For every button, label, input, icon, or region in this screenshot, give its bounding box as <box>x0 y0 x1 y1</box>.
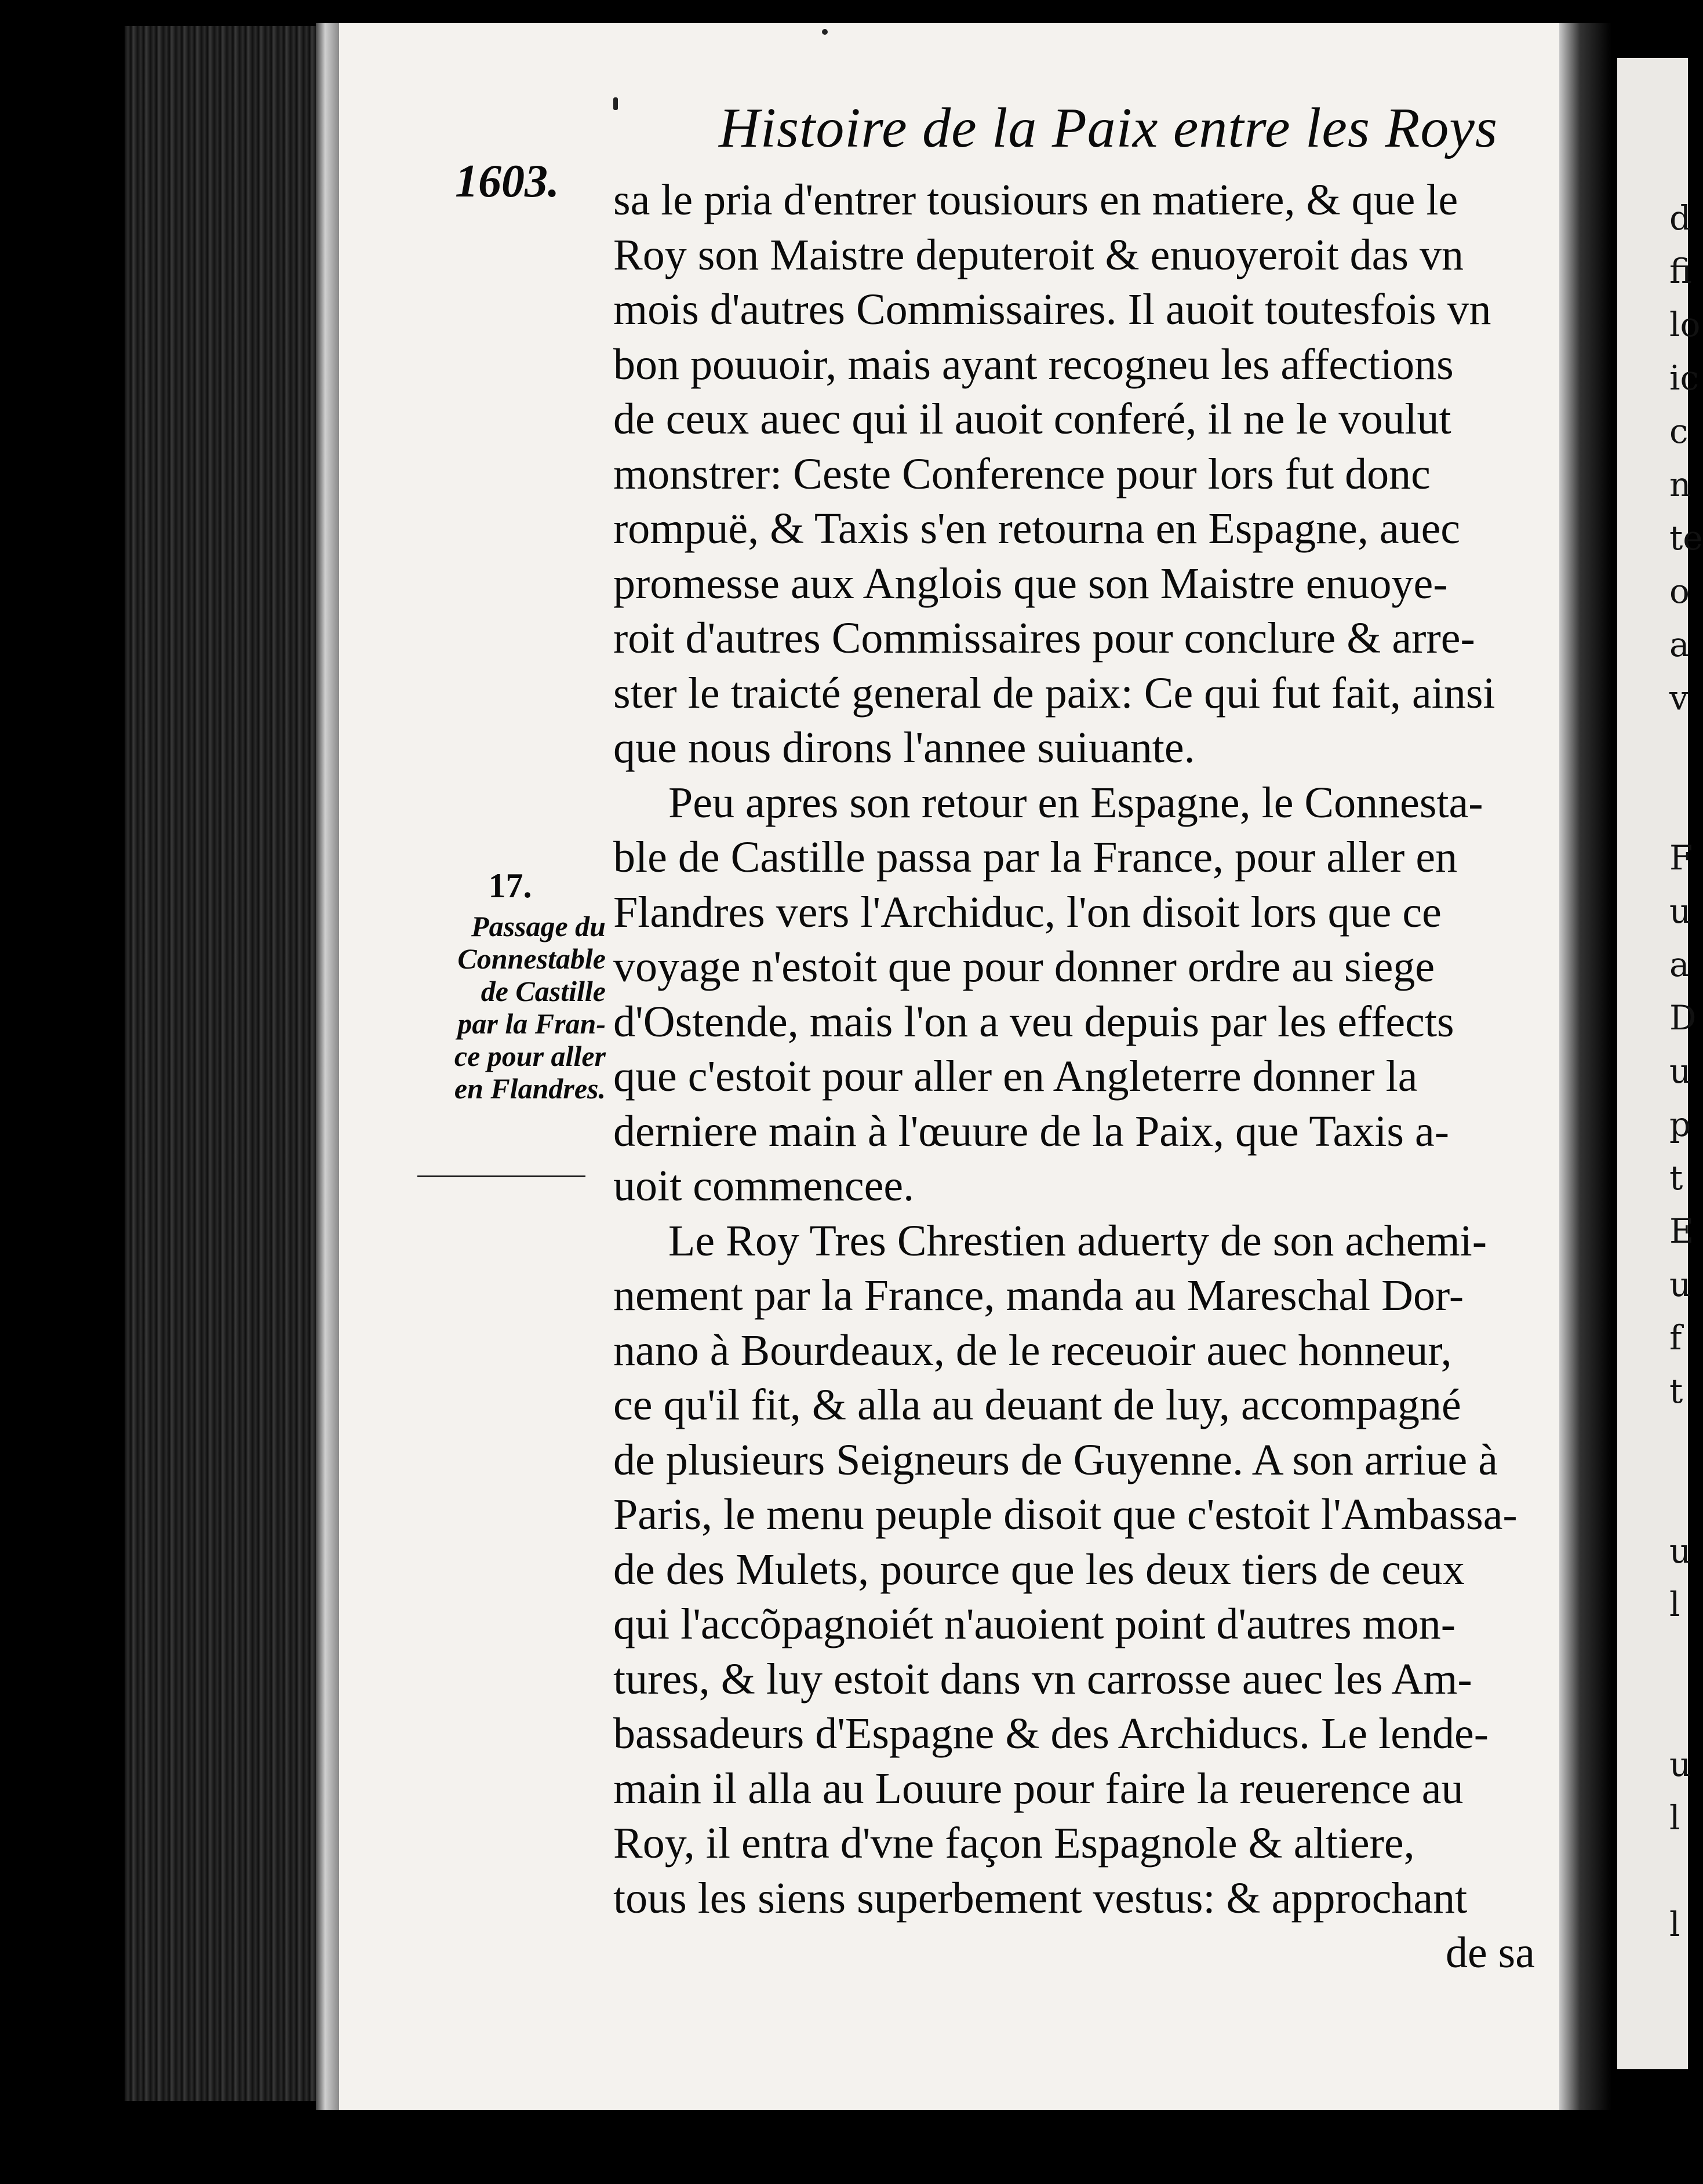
text-line: Roy, il entra d'vne façon Espagnole & altiere, <box>613 1819 1415 1868</box>
facing-page-letter: lo <box>1669 305 1701 344</box>
facing-page-letter: t <box>1669 1371 1683 1411</box>
text-line: de des Mulets, pource que les deux tiers de ceux <box>613 1545 1465 1594</box>
facing-page-letter: v <box>1669 678 1689 718</box>
facing-page-letter: ic <box>1669 358 1700 398</box>
facing-page-letter: f <box>1669 1318 1682 1357</box>
facing-page-letter: c <box>1669 412 1689 451</box>
facing-page-letter: te <box>1669 518 1703 558</box>
text-line: voyage n'estoit que pour donner ordre au siege <box>613 942 1435 991</box>
facing-page-letter: l <box>1669 1798 1680 1837</box>
text-line: ster le traicté general de paix: Ce qui fut fait, ainsi <box>613 668 1495 718</box>
text-line: roit d'autres Commissaires pour conclure & arre- <box>613 614 1475 663</box>
facing-page-letter: u <box>1669 891 1691 931</box>
text-line: tous les siens superbement vestus: & approchant <box>613 1873 1468 1923</box>
facing-page-letter: n <box>1669 465 1691 504</box>
body-text <box>613 173 1535 1981</box>
text-line: bassadeurs d'Espagne & des Archiducs. Le lende- <box>613 1709 1489 1758</box>
facing-page-letter: a <box>1669 625 1690 664</box>
facing-page-letter: a <box>1669 945 1690 984</box>
facing-page-letter: u <box>1669 1531 1691 1571</box>
text-line: ble de Castille passa par la France, pour aller en <box>613 833 1458 882</box>
facing-page-letter <box>1669 1684 1693 1738</box>
facing-page-letter <box>1669 1844 1693 1898</box>
facing-page-letter: o <box>1669 572 1690 611</box>
margin-note-line: ce pour aller <box>454 1040 606 1072</box>
text-line: de plusieurs Seigneurs de Guyenne. A son arriue à <box>613 1435 1498 1484</box>
text-line: sa le pria d'entrer tousiours en matiere, & que le <box>613 176 1458 224</box>
text-line: ce qu'il fit, & alla au deuant de luy, accompagné <box>613 1381 1461 1429</box>
text-line: monstrer: Ceste Conference pour lors fut donc <box>613 449 1431 498</box>
text-line: Flandres vers l'Archiduc, l'on disoit lors que ce <box>613 887 1442 937</box>
facing-page-letter: u <box>1669 1265 1691 1304</box>
running-title: Histoire de la Paix entre les Roys <box>719 97 1498 159</box>
margin-note-line: Passage du <box>471 910 606 942</box>
text-line: Roy son Maistre deputeroit & enuoyeroit das vn <box>613 230 1464 279</box>
ink-speck <box>613 97 618 110</box>
ink-speck <box>822 29 828 35</box>
text-line: que nous dirons l'annee suiuante. <box>613 723 1195 772</box>
margin-note-line: de Castille <box>481 975 606 1007</box>
facing-page-letter <box>1669 725 1693 778</box>
facing-page-letter: E <box>1669 1211 1694 1251</box>
text-line: main il alla au Louure pour faire la reuerence au <box>613 1764 1464 1813</box>
text-line: qui l'accõpagnoiét n'auoient point d'autres mon- <box>613 1600 1456 1648</box>
facing-page-letter: p <box>1669 1105 1691 1144</box>
text-line: d'Ostende, mais l'on a veu depuis par les effects <box>613 997 1454 1046</box>
margin-note-line: par la Fran- <box>457 1007 606 1040</box>
facing-page-letter <box>1669 1418 1693 1471</box>
facing-page-letter <box>1669 778 1693 831</box>
catchword: de sa <box>1445 1928 1535 1977</box>
text-line: mois d'autres Commissaires. Il auoit toutesfois vn <box>613 285 1491 334</box>
text-line: Paris, le menu peuple disoit que c'estoit l'Ambassa- <box>613 1490 1518 1539</box>
facing-page-letter: l <box>1669 1585 1680 1624</box>
text-line: de ceux auec qui il auoit conferé, il ne le voulut <box>613 395 1451 443</box>
text-line: uoit commencee. <box>613 1162 915 1210</box>
margin-note <box>414 869 606 1105</box>
text-line: bon pouuoir, mais ayant recogneu les affections <box>613 340 1454 389</box>
margin-note-line: en Flandres. <box>454 1072 606 1105</box>
text-line: Peu apres son retour en Espagne, le Connesta- <box>668 778 1483 827</box>
text-line: Le Roy Tres Chrestien aduerty de son achemi- <box>668 1216 1487 1265</box>
facing-page-letter: d <box>1669 198 1691 238</box>
text-line: nement par la France, manda au Mareschal Dor- <box>613 1271 1464 1320</box>
gutter-shadow <box>1559 23 1611 2110</box>
margin-note-rule <box>417 1175 585 1177</box>
margin-note-number: 17. <box>488 867 532 905</box>
facing-page-letter: u <box>1669 1745 1691 1784</box>
facing-page-letter: fi <box>1669 252 1692 291</box>
facing-page-letter <box>1669 1631 1693 1684</box>
facing-page-letter: D <box>1669 998 1697 1038</box>
facing-page-letter: t <box>1669 1158 1683 1197</box>
facing-page-letter: F <box>1669 838 1693 878</box>
text-line: rompuë, & Taxis s'en retourna en Espagne, auec <box>613 504 1461 553</box>
text-line: que c'estoit pour aller en Angleterre donner la <box>613 1052 1418 1101</box>
margin-note-line: Connestable <box>457 942 606 975</box>
text-line: tures, & luy estoit dans vn carrosse auec les Am- <box>613 1654 1472 1703</box>
text-line: promesse aux Anglois que son Maistre enuoye- <box>613 559 1448 608</box>
facing-page-text <box>1669 191 1703 1951</box>
text-line: derniere main à l'œuure de la Paix, que Taxis a- <box>613 1106 1449 1156</box>
year-marginal: 1603. <box>455 156 559 207</box>
facing-page-letter <box>1669 1471 1693 1524</box>
facing-page-letter: u <box>1669 1051 1691 1091</box>
facing-page-letter: l <box>1669 1905 1680 1944</box>
book-spine <box>125 26 339 2101</box>
page-edge-left <box>316 23 339 2110</box>
text-line: nano à Bourdeaux, de le receuoir auec honneur, <box>613 1326 1452 1375</box>
